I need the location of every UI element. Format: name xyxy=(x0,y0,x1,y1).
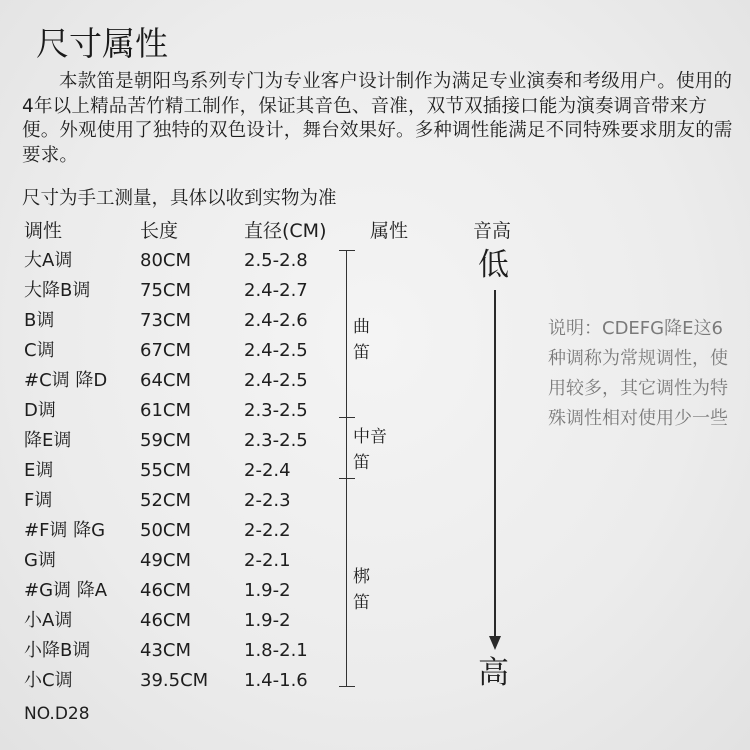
table-row xyxy=(0,366,360,396)
table-row xyxy=(0,336,360,366)
table-row xyxy=(0,396,360,426)
row-key: C调 xyxy=(24,340,55,361)
model-number: NO.D28 xyxy=(24,704,90,724)
row-key: 小A调 xyxy=(24,610,73,631)
table-row xyxy=(0,546,360,576)
row-diameter: 2.3-2.5 xyxy=(244,430,308,451)
row-diameter: 2-2.2 xyxy=(244,520,291,541)
table-row xyxy=(0,606,360,636)
row-key: #G调 降A xyxy=(24,580,108,601)
row-diameter: 1.4-1.6 xyxy=(244,670,308,691)
row-diameter: 2-2.1 xyxy=(244,550,291,571)
row-length: 46CM xyxy=(140,580,192,601)
row-length: 49CM xyxy=(140,550,192,571)
row-length: 75CM xyxy=(140,280,192,301)
row-length: 55CM xyxy=(140,460,192,481)
row-diameter: 2.4-2.6 xyxy=(244,310,308,331)
row-length: 59CM xyxy=(140,430,192,451)
header-attribute: 属性 xyxy=(370,220,409,242)
category-zhongyin: 中音笛 xyxy=(353,427,387,473)
page-title: 尺寸属性 xyxy=(36,24,168,63)
row-length: 67CM xyxy=(140,340,192,361)
row-length: 46CM xyxy=(140,610,192,631)
measurement-note: 尺寸为手工测量，具体以收到实物为准 xyxy=(22,188,337,209)
row-key: #C调 降D xyxy=(24,370,108,391)
header-diameter: 直径(CM) xyxy=(244,220,327,242)
row-length: 52CM xyxy=(140,490,192,511)
table-row xyxy=(0,576,360,606)
row-key: 大降B调 xyxy=(24,280,91,301)
table-row xyxy=(0,306,360,336)
pitch-arrow-line xyxy=(494,290,496,638)
table-row xyxy=(0,666,360,696)
table-row xyxy=(0,486,360,516)
row-length: 73CM xyxy=(140,310,192,331)
bracket-tick xyxy=(339,250,355,251)
row-key: #F调 降G xyxy=(24,520,106,541)
table-row xyxy=(0,456,360,486)
category-bangdi: 梆笛 xyxy=(353,567,370,613)
row-length: 50CM xyxy=(140,520,192,541)
header-length: 长度 xyxy=(140,220,179,242)
row-key: D调 xyxy=(24,400,56,421)
bracket-tick xyxy=(339,686,355,687)
row-key: 降E调 xyxy=(24,430,72,451)
explanation-note: 说明：CDEFG降E这6种调称为常规调性，使用较多，其它调性为特殊调性相对使用少一些 xyxy=(548,318,728,429)
header-key: 调性 xyxy=(24,220,63,242)
table-row xyxy=(0,276,360,306)
arrow-down-icon xyxy=(489,636,501,650)
row-diameter: 2.4-2.7 xyxy=(244,280,308,301)
row-length: 43CM xyxy=(140,640,192,661)
pitch-low-label: 低 xyxy=(478,247,509,283)
row-key: B调 xyxy=(24,310,55,331)
pitch-high-label: 高 xyxy=(478,655,509,691)
bracket-tick xyxy=(339,478,355,479)
row-key: F调 xyxy=(24,490,53,511)
row-diameter: 2.3-2.5 xyxy=(244,400,308,421)
row-diameter: 2-2.3 xyxy=(244,490,291,511)
header-pitch: 音高 xyxy=(473,220,512,242)
table-row xyxy=(0,636,360,666)
row-key: 大A调 xyxy=(24,250,73,271)
row-length: 39.5CM xyxy=(140,670,209,691)
table-row xyxy=(0,516,360,546)
row-diameter: 2.5-2.8 xyxy=(244,250,308,271)
product-description: 本款笛是朝阳鸟系列专门为专业客户设计制作为满足专业演奏和考级用户。使用的4年以上精品苦竹精工制作，保证其音色、音准，双节双插接口能为演奏调音带来方便。外观使用了独特的双色设计，舞台效果好。多种调性能满足不同特殊要求朋友的需要求。 xyxy=(22,71,733,166)
table-row xyxy=(0,426,360,456)
category-qudi: 曲笛 xyxy=(353,317,370,363)
row-length: 80CM xyxy=(140,250,192,271)
row-diameter: 2.4-2.5 xyxy=(244,340,308,361)
row-key: E调 xyxy=(24,460,54,481)
row-key: 小C调 xyxy=(24,670,73,691)
row-length: 61CM xyxy=(140,400,192,421)
row-diameter: 1.9-2 xyxy=(244,610,291,631)
row-diameter: 2.4-2.5 xyxy=(244,370,308,391)
bracket-tick xyxy=(339,417,355,418)
row-length: 64CM xyxy=(140,370,192,391)
row-key: G调 xyxy=(24,550,56,571)
row-key: 小降B调 xyxy=(24,640,91,661)
row-diameter: 2-2.4 xyxy=(244,460,291,481)
row-diameter: 1.8-2.1 xyxy=(244,640,308,661)
category-bracket-line xyxy=(346,250,347,686)
table-row xyxy=(0,246,360,276)
row-diameter: 1.9-2 xyxy=(244,580,291,601)
